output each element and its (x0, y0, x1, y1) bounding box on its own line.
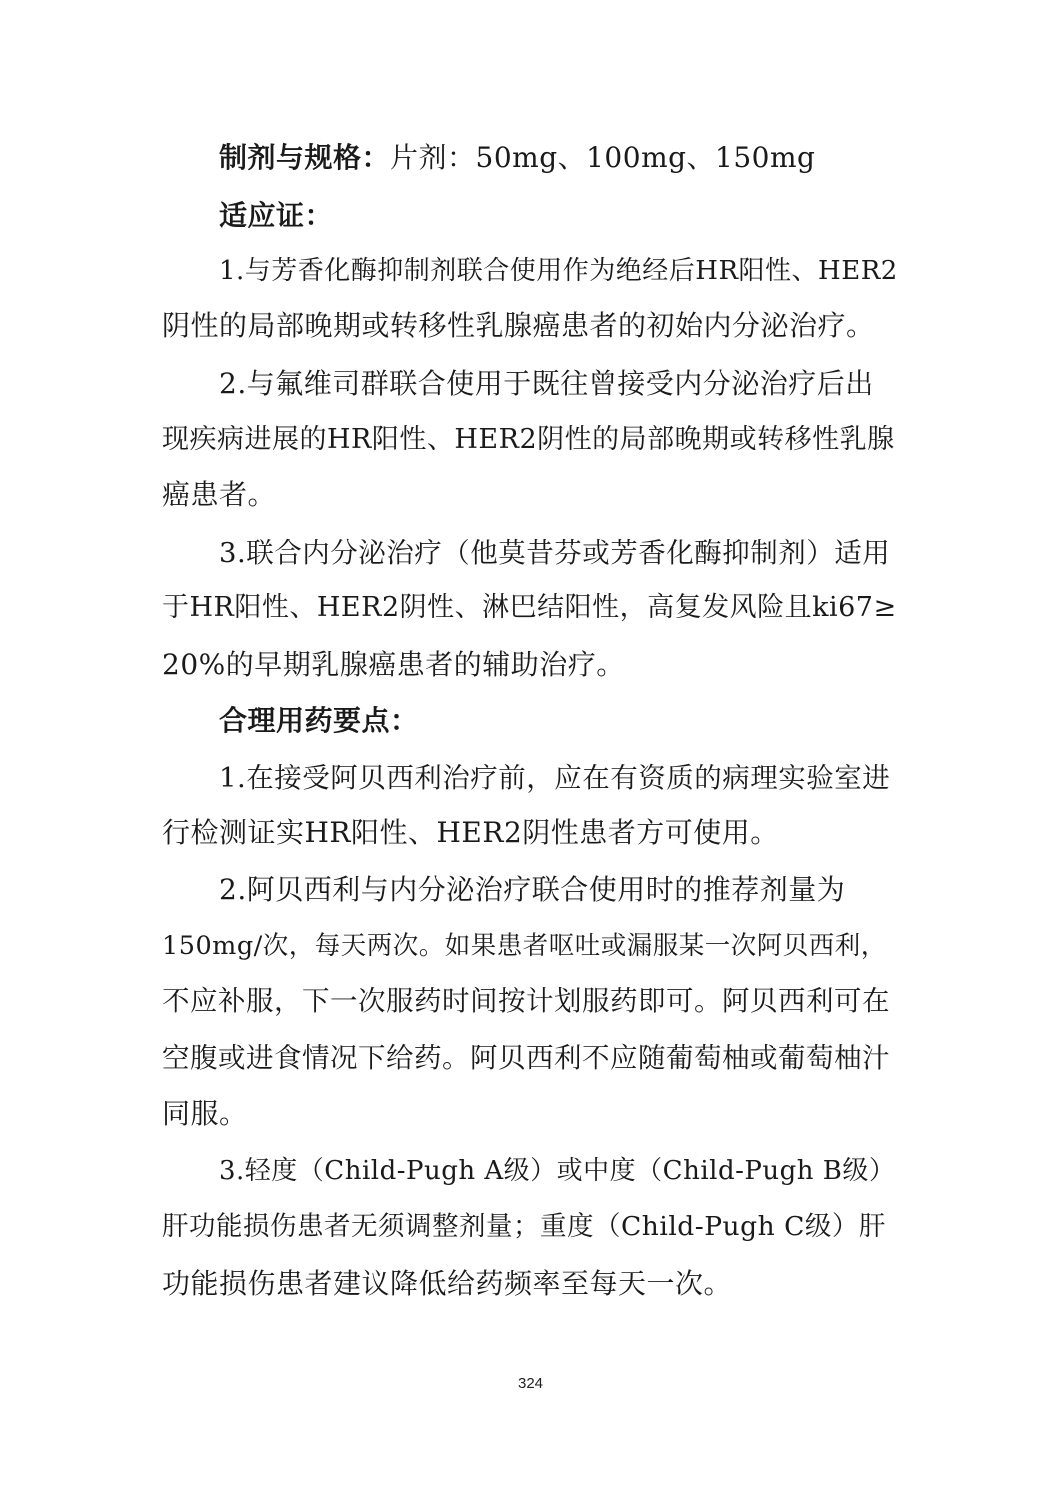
indication-line: 2.与氟维司群联合使用于既往曾接受内分泌治疗后出 (219, 367, 874, 400)
key-point-line: 3.轻度（Child-Pugh A级）或中度（Child-Pugh B级） (219, 1156, 896, 1186)
indication-line: 20%的早期乳腺癌患者的辅助治疗。 (162, 648, 625, 681)
indication-line: 阴性的局部晚期或转移性乳腺癌患者的初始内分泌治疗。 (162, 309, 875, 342)
spec-value: 片剂：50mg、100mg、150mg (390, 141, 816, 174)
key-points-heading: 合理用药要点： (219, 704, 419, 737)
key-point-line: 功能损伤患者建议降低给药频率至每天一次。 (162, 1267, 733, 1300)
key-point-line: 150mg/次，每天两次。如果患者呕吐或漏服某一次阿贝西利， (162, 931, 887, 961)
key-point-line: 行检测证实HR阳性、HER2阴性患者方可使用。 (162, 816, 779, 849)
key-point-line: 同服。 (162, 1097, 248, 1130)
page-number: 324 (517, 1375, 544, 1392)
key-point-line: 肝功能损伤患者无须调整剂量；重度（Child-Pugh C级）肝 (162, 1211, 886, 1242)
indications-heading: 适应证： (219, 199, 334, 232)
spec-line (219, 138, 815, 178)
indication-line: 现疾病进展的HR阳性、HER2阴性的局部晚期或转移性乳腺 (162, 424, 895, 455)
indication-line: 3.联合内分泌治疗（他莫昔芬或芳香化酶抑制剂）适用 (219, 537, 891, 569)
key-point-line: 空腹或进食情况下给药。阿贝西利不应随葡萄柚或葡萄柚汁 (162, 1042, 890, 1074)
key-point-line: 1.在接受阿贝西利治疗前，应在有资质的病理实验室进 (219, 762, 891, 794)
indication-line: 癌患者。 (162, 478, 277, 511)
spec-label: 制剂与规格： (219, 141, 391, 174)
indication-line: 于HR阳性、HER2阴性、淋巴结阳性，高复发风险且ki67≥ (162, 592, 897, 623)
indication-line: 1.与芳香化酶抑制剂联合使用作为绝经后HR阳性、HER2 (219, 256, 898, 286)
key-point-line: 不应补服，下一次服药时间按计划服药即可。阿贝西利可在 (162, 985, 890, 1017)
key-point-line: 2.阿贝西利与内分泌治疗联合使用时的推荐剂量为 (219, 873, 846, 906)
